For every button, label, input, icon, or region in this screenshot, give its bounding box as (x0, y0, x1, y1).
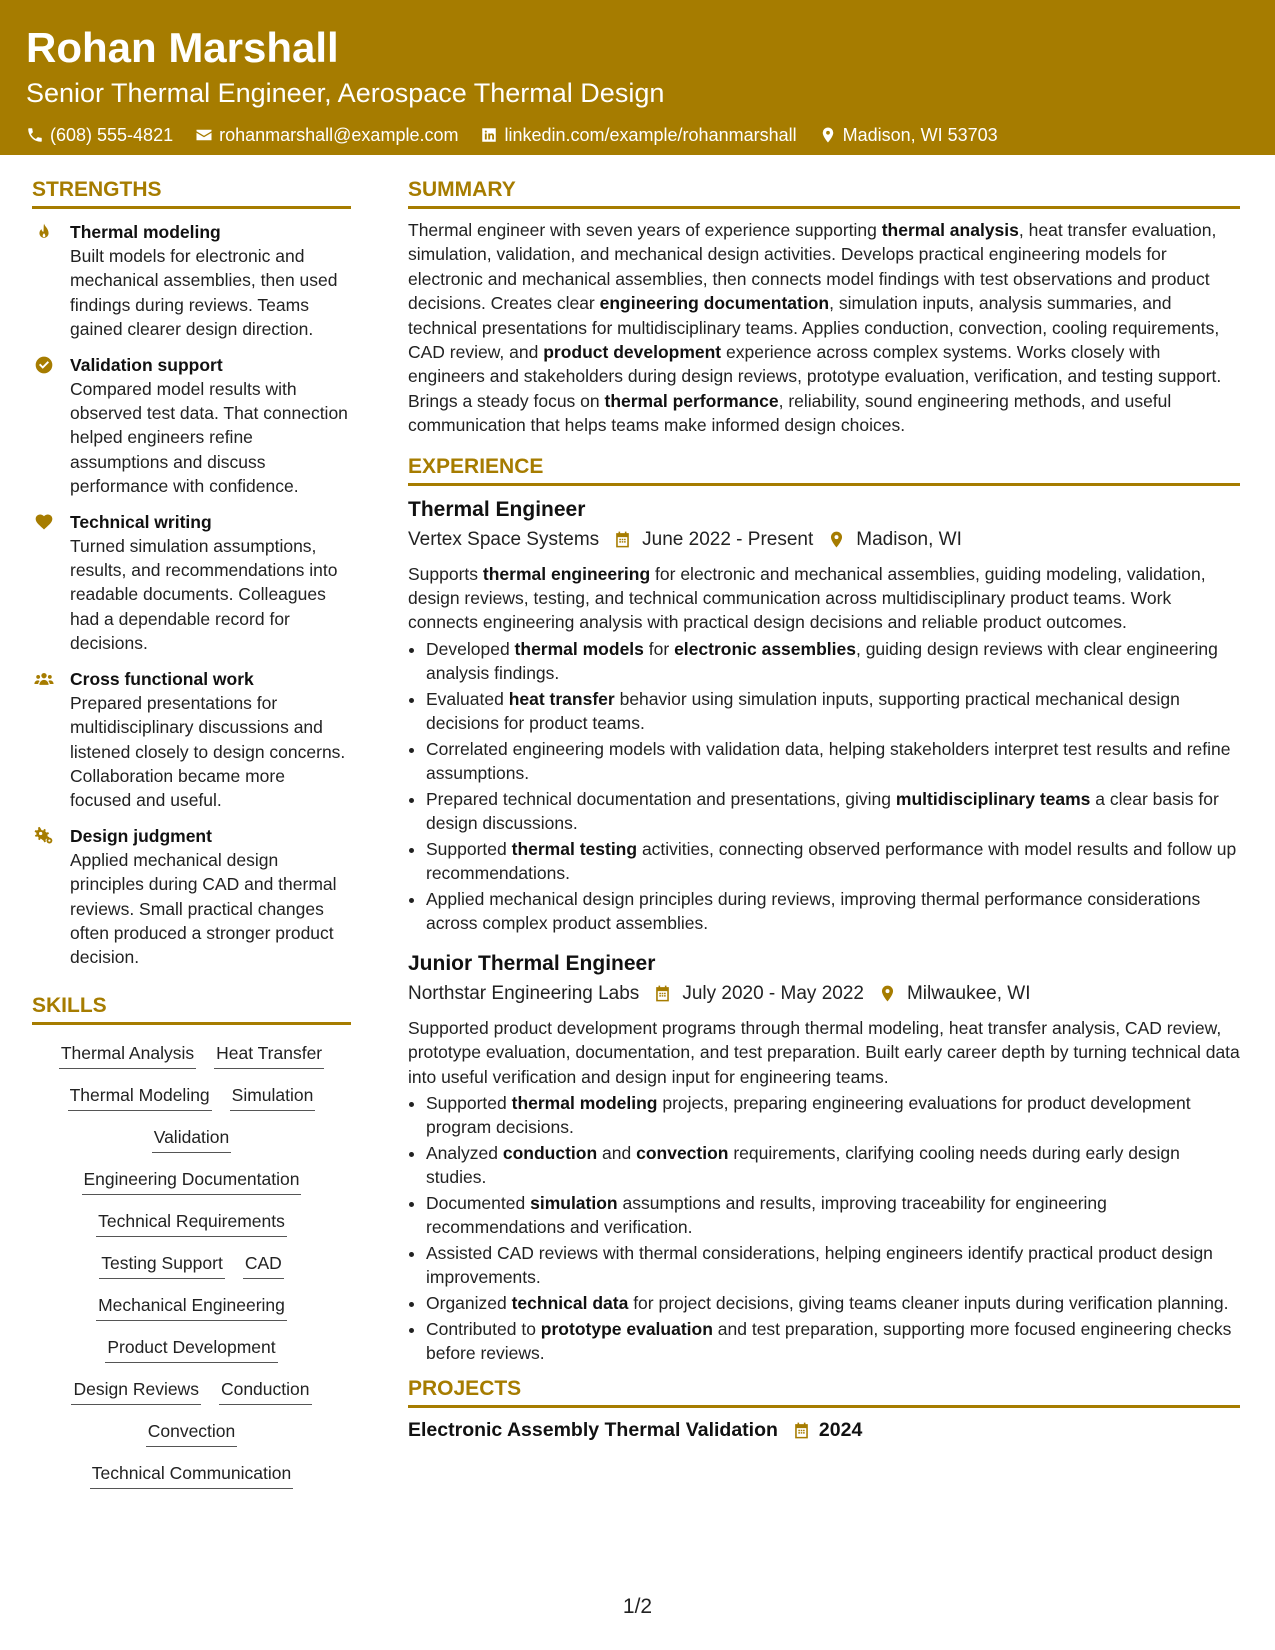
skill-tag: CAD (243, 1251, 284, 1279)
job-company: Northstar Engineering Labs (408, 982, 640, 1004)
bullet-item: • Contributed to prototype evaluation and test preparation, supporting more focused engineering checks before reviews. (426, 1317, 1240, 1366)
bullet-item: • Supported thermal modeling projects, preparing engineering evaluations for product development program decisions. (426, 1091, 1240, 1140)
heart-icon (34, 512, 54, 532)
strength-title: Technical writing (70, 511, 212, 532)
emphasis-text: product development (543, 342, 722, 363)
job-location: Milwaukee, WI (906, 982, 1031, 1004)
skill-tag: Conduction (219, 1377, 312, 1405)
strength-desc: Applied mechanical design principles during CAD and thermal reviews. Small practical changes often produced a stronger product decision. (70, 849, 337, 968)
contact-email[interactable] (195, 123, 458, 147)
strength-item (32, 510, 351, 656)
map-pin-icon (827, 530, 846, 549)
job-entry (408, 950, 1240, 1366)
emphasis-text: thermal engineering (482, 563, 651, 584)
strength-desc: Compared model results with observed test data. That connection helped engineers refine assumptions and discuss performance with confidence. (70, 378, 348, 497)
candidate-name: Rohan Marshall (26, 24, 339, 71)
contact-phone[interactable] (26, 123, 173, 147)
project-entry (408, 1417, 1240, 1443)
skill-tag: Testing Support (99, 1251, 225, 1279)
bullet-item: • Developed thermal models for electronic assemblies, guiding design reviews with clear engineering analysis findings. (426, 637, 1240, 686)
candidate-title: Senior Thermal Engineer, Aerospace Thermal Design (26, 78, 665, 108)
skill-tag: Engineering Documentation (82, 1167, 302, 1195)
bullet-item: • Assisted CAD reviews with thermal considerations, helping engineers identify practical product design improvements. (426, 1241, 1240, 1290)
emphasis-text: thermal modeling (511, 1092, 658, 1113)
contact-location (819, 123, 998, 147)
emphasis-text: convection (636, 1142, 729, 1163)
skill-tag: Design Reviews (71, 1377, 200, 1405)
skill-tag: Convection (146, 1419, 238, 1447)
job-bullets (408, 637, 1240, 936)
strength-item (32, 353, 351, 499)
skill-tag: Heat Transfer (214, 1041, 324, 1069)
map-pin-icon (878, 984, 897, 1003)
check-circle-icon (34, 355, 54, 375)
project-year: 2024 (818, 1419, 863, 1442)
calendar-icon (613, 530, 632, 549)
skills-list (32, 1041, 351, 1489)
job-bullets (408, 1091, 1240, 1365)
linkedin-text: linkedin.com/example/rohanmarshall (504, 125, 797, 145)
phone-text: (608) 555-4821 (50, 125, 174, 145)
strength-title: Cross functional work (70, 668, 254, 689)
strength-desc: Built models for electronic and mechanical assemblies, then used findings during reviews. Teams gained clearer design direction. (70, 246, 338, 340)
job-title: Junior Thermal Engineer (408, 951, 656, 975)
bullet-item: • Prepared technical documentation and presentations, giving multidisciplinary teams a clear basis for design discussions. (426, 787, 1240, 836)
skill-tag: Thermal Modeling (68, 1083, 212, 1111)
strength-title: Design judgment (70, 825, 212, 846)
linkedin-icon (480, 126, 498, 144)
bullet-item: • Evaluated heat transfer behavior using simulation inputs, supporting practical mechanical design decisions for product teams. (426, 687, 1240, 736)
envelope-icon (195, 126, 213, 144)
skill-tag: Mechanical Engineering (96, 1293, 287, 1321)
experience-heading: EXPERIENCE (408, 453, 1240, 486)
projects-heading: PROJECTS (408, 1375, 1240, 1408)
bullet-item: • Documented simulation assumptions and results, improving traceability for engineering recommendations and verification. (426, 1191, 1240, 1240)
strength-item (32, 667, 351, 813)
project-title: Electronic Assembly Thermal Validation (408, 1419, 778, 1442)
contact-bar (26, 123, 1249, 147)
skill-tag: Validation (152, 1125, 232, 1153)
emphasis-text: prototype evaluation (540, 1318, 713, 1339)
skill-tag: Simulation (230, 1083, 316, 1111)
left-column (32, 176, 351, 1489)
contact-linkedin[interactable] (480, 123, 796, 147)
bullet-item: • Organized technical data for project decisions, giving teams cleaner inputs during verification planning. (426, 1291, 1240, 1315)
skill-tag: Technical Requirements (96, 1209, 287, 1237)
strength-desc: Prepared presentations for multidisciplinary discussions and listened closely to design concerns. Collaboration became more focused and useful. (70, 692, 346, 811)
strength-item (32, 220, 351, 342)
job-company: Vertex Space Systems (408, 528, 600, 550)
summary-heading: SUMMARY (408, 176, 1240, 209)
calendar-icon (792, 1421, 811, 1440)
job-description: Supports thermal engineering for electronic and mechanical assemblies, guiding modeling, validation, design reviews, testing, and technical communication across multidisciplinary product teams. Work connects engineering analysis with practical design decisions and reliable product outcomes. (408, 563, 1206, 633)
job-meta (408, 981, 1240, 1007)
strength-desc: Turned simulation assumptions, results, and recommendations into readable documents. Colleagues had a dependable record for decisions. (70, 535, 338, 654)
flame-icon (34, 222, 54, 242)
job-dates: June 2022 - Present (642, 528, 814, 550)
strength-item (32, 824, 351, 970)
job-entry (408, 496, 1240, 936)
bullet-item: • Analyzed conduction and convection requirements, clarifying cooling needs during early design studies. (426, 1141, 1240, 1190)
resume-header (0, 0, 1275, 155)
summary-text: Thermal engineer with seven years of experience supporting thermal analysis, heat transfer evaluation, simulation, validation, and mechanical design activities. Develops practical engineering models for electronic and mechanical assemblies, then connects model findings with test observations and product decisions. Creates clear engineering documentation, simulation inputs, analysis summaries, and technical presentations for multidisciplinary teams. Applies conduction, convection, cooling requirements, CAD review, and product development experience across complex systems. Works closely with engineers and stakeholders during design reviews, prototype evaluation, verification, and testing support. Brings a steady focus on thermal performance, reliability, sound engineering methods, and useful communication that helps teams make informed design choices. (408, 220, 1222, 436)
bullet-item: • Supported thermal testing activities, connecting observed performance with model results and follow up recommendations. (426, 837, 1240, 886)
bullet-item: • Applied mechanical design principles during reviews, improving thermal performance considerations across complex product assemblies. (426, 887, 1240, 936)
gears-icon (34, 826, 54, 846)
location-text: Madison, WI 53703 (842, 125, 998, 145)
emphasis-text: thermal models (514, 638, 644, 659)
job-title: Thermal Engineer (408, 497, 586, 521)
calendar-icon (653, 984, 672, 1003)
emphasis-text: conduction (502, 1142, 598, 1163)
skill-tag: Technical Communication (90, 1461, 293, 1489)
emphasis-text: thermal analysis (881, 220, 1019, 240)
job-meta (408, 527, 1240, 553)
map-pin-icon (819, 126, 837, 144)
emphasis-text: thermal testing (511, 838, 638, 859)
job-dates: July 2020 - May 2022 (682, 982, 864, 1004)
emphasis-text: thermal performance (604, 390, 779, 411)
strength-title: Validation support (70, 354, 223, 375)
bullet-item: • Correlated engineering models with validation data, helping stakeholders interpret test results and refine assumptions. (426, 737, 1240, 786)
skill-tag: Product Development (105, 1335, 277, 1363)
skill-tag: Thermal Analysis (59, 1041, 196, 1069)
users-icon (34, 669, 54, 689)
job-description: Supported product development programs through thermal modeling, heat transfer analysis, CAD review, prototype evaluation, documentation, and test preparation. Built early career depth by turning technical data into useful verification and design input for engineering teams. (408, 1017, 1240, 1087)
email-text: rohanmarshall@example.com (219, 125, 459, 145)
strength-title: Thermal modeling (70, 222, 221, 242)
strengths-heading: STRENGTHS (32, 176, 351, 209)
skills-heading: SKILLS (32, 992, 351, 1025)
emphasis-text: electronic assemblies (674, 638, 856, 659)
job-location: Madison, WI (856, 528, 962, 550)
page-number: 1/2 (622, 1595, 653, 1618)
emphasis-text: engineering documentation (599, 293, 830, 314)
right-column (408, 176, 1240, 1443)
phone-icon (26, 126, 44, 144)
emphasis-text: simulation (530, 1192, 618, 1213)
emphasis-text: technical data (511, 1292, 629, 1313)
emphasis-text: heat transfer (508, 688, 615, 709)
emphasis-text: multidisciplinary teams (895, 788, 1091, 809)
